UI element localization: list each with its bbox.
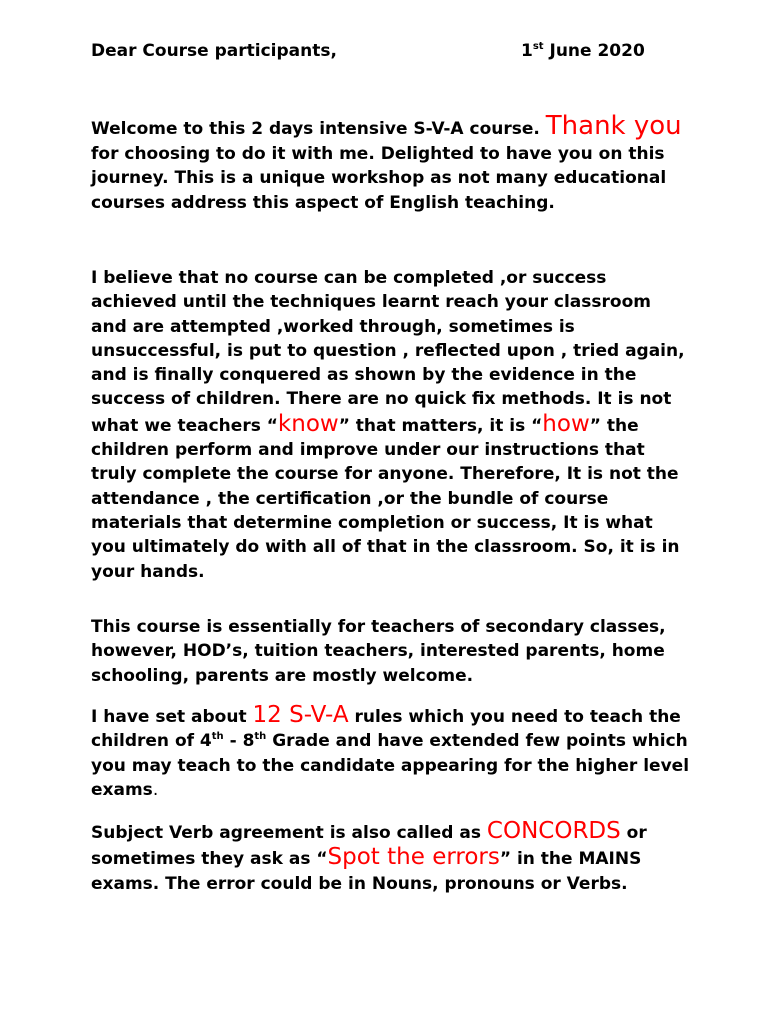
- salutation: Dear Course participants,: [91, 41, 337, 61]
- concords-text: Subject Verb agreement is also called as: [91, 823, 487, 843]
- audience-text: This course is essentially for teachers of secondary classes, however, HOD’s, tuition teachers, interested parents, home schooling, parents are mostly welcome.: [91, 617, 666, 686]
- belief-text: I believe that no course can be completed ,or success achieved until the techniques learnt reach your classroom and are attempted ,worked through, sometimes is unsuccessful, is put to question , reflected upon , tried again, and is finally conquered as shown by the evidence in the success of children. There are no quick fix methods. It is not what we teachers “: [91, 268, 685, 436]
- know-highlight: know: [277, 410, 339, 437]
- rules-period: .: [152, 779, 159, 800]
- letter-date: [521, 41, 645, 61]
- date-day: 1: [521, 41, 533, 61]
- concords-text-cont: or sometimes they ask as “: [91, 823, 647, 870]
- rules-text: I have set about: [91, 707, 253, 727]
- date-rest: June 2020: [543, 41, 645, 61]
- date-suffix: st: [532, 41, 544, 52]
- paragraph-welcome: [91, 111, 691, 215]
- grade-end-suffix: th: [254, 731, 267, 743]
- rules-text-cont: rules which you need to teach the children of 4: [91, 707, 681, 752]
- paragraph-concords: [91, 819, 691, 896]
- welcome-text-cont: for choosing to do it with me. Delighted to have you on this journey. This is a unique workshop as not many educational courses address this aspect of English teaching.: [91, 143, 667, 213]
- thank-you-highlight: Thank you: [545, 111, 682, 141]
- concords-highlight: CONCORDS: [486, 818, 621, 844]
- sva-rules-highlight: 12 S-V-A: [252, 702, 349, 728]
- grade-start-suffix: th: [211, 731, 224, 743]
- paragraph-rules: [91, 703, 691, 802]
- welcome-text: Welcome to this 2 days intensive S-V-A course.: [91, 119, 546, 139]
- belief-text-end: ” the children perform and improve under our instructions that truly complete the course for anyone. Therefore, It is not the attendance , the certification ,or the bundle of course materials that determine completion or success, It is what you ultimately do with all of that in the classroom. So, it is in your hands.: [91, 415, 680, 582]
- paragraph-belief: [91, 266, 691, 584]
- how-highlight: how: [542, 410, 590, 437]
- rules-text-end: Grade and have extended few points which you may teach to the candidate appearing for the higher level exams: [91, 731, 690, 800]
- spot-errors-highlight: Spot the errors: [327, 844, 500, 871]
- paragraph-audience: [91, 615, 691, 688]
- concords-text-end: ” in the MAINS exams. The error could be in Nouns, pronouns or Verbs.: [91, 849, 642, 894]
- rules-text-range: - 8: [223, 731, 255, 752]
- belief-text-cont: ” that matters, it is “: [338, 415, 543, 436]
